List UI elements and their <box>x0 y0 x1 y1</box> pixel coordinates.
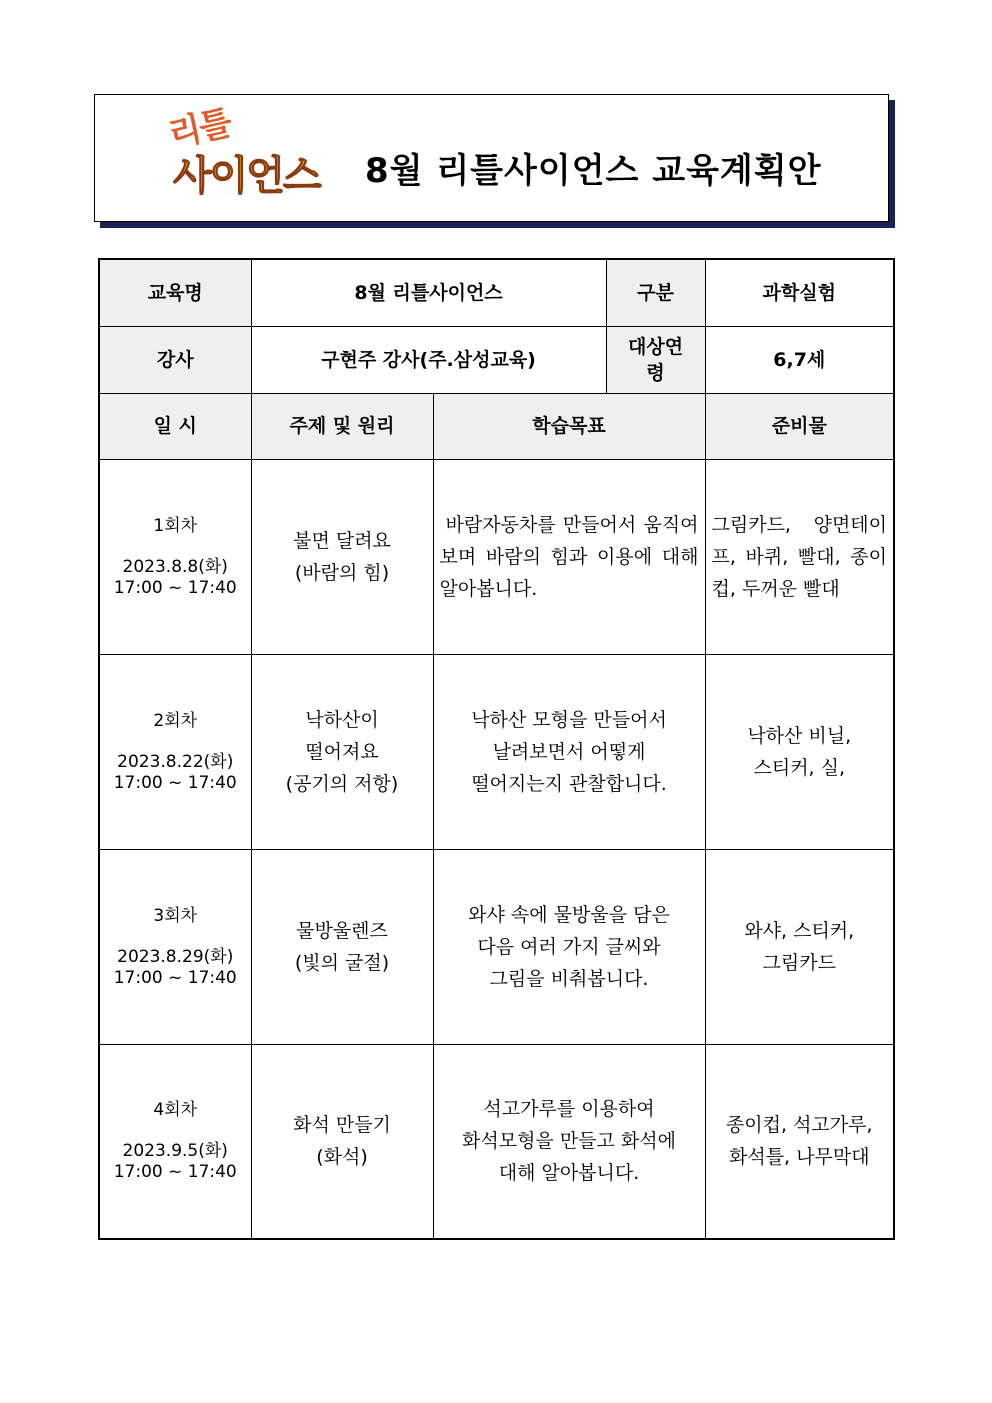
session-goal-cell <box>433 654 705 849</box>
session-row <box>99 1044 894 1239</box>
session-materials-cell <box>705 459 894 654</box>
session-date-cell <box>99 849 251 1044</box>
goal-line: 화석모형을 만들고 화석에 <box>462 1130 676 1153</box>
topic-line: (바람의 힘) <box>294 561 390 584</box>
session-time: 17:00 ~ 17:40 <box>113 1162 237 1183</box>
instructor-row <box>99 326 894 393</box>
goal-line: 다음 여러 가지 글씨와 <box>477 935 661 958</box>
goal-line: 낙하산 모형을 만들어서 <box>471 708 667 731</box>
session-topic-cell <box>251 1044 433 1239</box>
materials-line: 종이컵, 석고가루, <box>725 1114 873 1137</box>
session-date-cell <box>99 1044 251 1239</box>
session-number: 2회차 <box>153 710 198 731</box>
session-row <box>99 849 894 1044</box>
logo-line1: 리틀 <box>165 103 234 155</box>
instructor-label: 강사 <box>99 326 251 393</box>
session-materials: 그림카드, 양면테이프, 바퀴, 빨대, 종이컵, 두꺼운 빨대 <box>711 513 888 600</box>
session-materials-cell <box>705 654 894 849</box>
session-time: 17:00 ~ 17:40 <box>113 772 237 793</box>
goal-column-header: 학습목표 <box>433 393 705 459</box>
topic-line: (공기의 저항) <box>285 772 399 795</box>
topic-line: 낙하산이 <box>305 708 379 731</box>
topic-line: (빛의 굴절) <box>294 951 390 974</box>
session-number: 1회차 <box>153 515 198 536</box>
materials-line: 스티커, 실, <box>753 756 846 779</box>
age-label <box>606 326 705 393</box>
instructor-value: 구현주 강사(주.삼성교육) <box>251 326 606 393</box>
session-number: 4회차 <box>153 1100 198 1121</box>
course-label: 교육명 <box>99 259 251 326</box>
session-goal-cell <box>433 1044 705 1239</box>
session-goal: 바람자동차를 만들어서 움직여보며 바람의 힘과 이용에 대해 알아봅니다. <box>439 513 699 600</box>
session-goal-cell <box>433 849 705 1044</box>
goal-line: 떨어지는지 관찰합니다. <box>471 772 667 795</box>
category-value: 과학실험 <box>705 259 894 326</box>
session-materials-cell <box>705 849 894 1044</box>
little-science-logo <box>165 103 338 201</box>
session-date-cell <box>99 459 251 654</box>
logo-line2: 사이언스 <box>173 153 320 199</box>
education-plan-table <box>98 258 895 1240</box>
materials-line: 화석틀, 나무막대 <box>728 1146 870 1169</box>
date-column-header: 일 시 <box>99 393 251 459</box>
session-goal-cell <box>433 459 705 654</box>
goal-line: 그림을 비춰봅니다. <box>489 967 649 990</box>
course-value: 8월 리틀사이언스 <box>251 259 606 326</box>
materials-line: 와샤, 스티커, <box>744 919 855 942</box>
title-box <box>94 94 889 222</box>
age-label-line2: 령 <box>646 361 665 384</box>
session-date: 2023.8.8(화) <box>122 556 228 577</box>
session-date: 2023.8.22(화) <box>117 751 234 772</box>
session-date-cell <box>99 654 251 849</box>
topic-line: (화석) <box>316 1146 368 1169</box>
topic-line: 떨어져요 <box>305 740 379 763</box>
age-label-line1: 대상연 <box>627 335 684 358</box>
session-row <box>99 459 894 654</box>
session-topic-cell <box>251 459 433 654</box>
course-row <box>99 259 894 326</box>
materials-column-header: 준비물 <box>705 393 894 459</box>
session-materials-cell <box>705 1044 894 1239</box>
session-date: 2023.9.5(화) <box>122 1141 228 1162</box>
goal-line: 날려보면서 어떻게 <box>492 740 646 763</box>
category-label: 구분 <box>606 259 705 326</box>
session-time: 17:00 ~ 17:40 <box>113 577 237 598</box>
goal-line: 대해 알아봅니다. <box>498 1162 640 1185</box>
session-topic-cell <box>251 654 433 849</box>
session-time: 17:00 ~ 17:40 <box>113 967 237 988</box>
page-title: 8월 리틀사이언스 교육계획안 <box>365 151 822 191</box>
topic-column-header: 주제 및 원리 <box>251 393 433 459</box>
materials-line: 그림카드 <box>762 951 836 974</box>
materials-line: 낙하산 비닐, <box>747 724 852 747</box>
goal-line: 석고가루를 이용하여 <box>483 1098 655 1121</box>
column-header-row <box>99 393 894 459</box>
goal-line: 와샤 속에 물방울을 담은 <box>468 903 670 926</box>
topic-line: 불면 달려요 <box>293 529 391 552</box>
age-value: 6,7세 <box>705 326 894 393</box>
topic-line: 화석 만들기 <box>293 1114 391 1137</box>
session-topic-cell <box>251 849 433 1044</box>
session-row <box>99 654 894 849</box>
session-number: 3회차 <box>153 905 198 926</box>
session-date: 2023.8.29(화) <box>117 946 234 967</box>
topic-line: 물방울렌즈 <box>296 919 388 942</box>
